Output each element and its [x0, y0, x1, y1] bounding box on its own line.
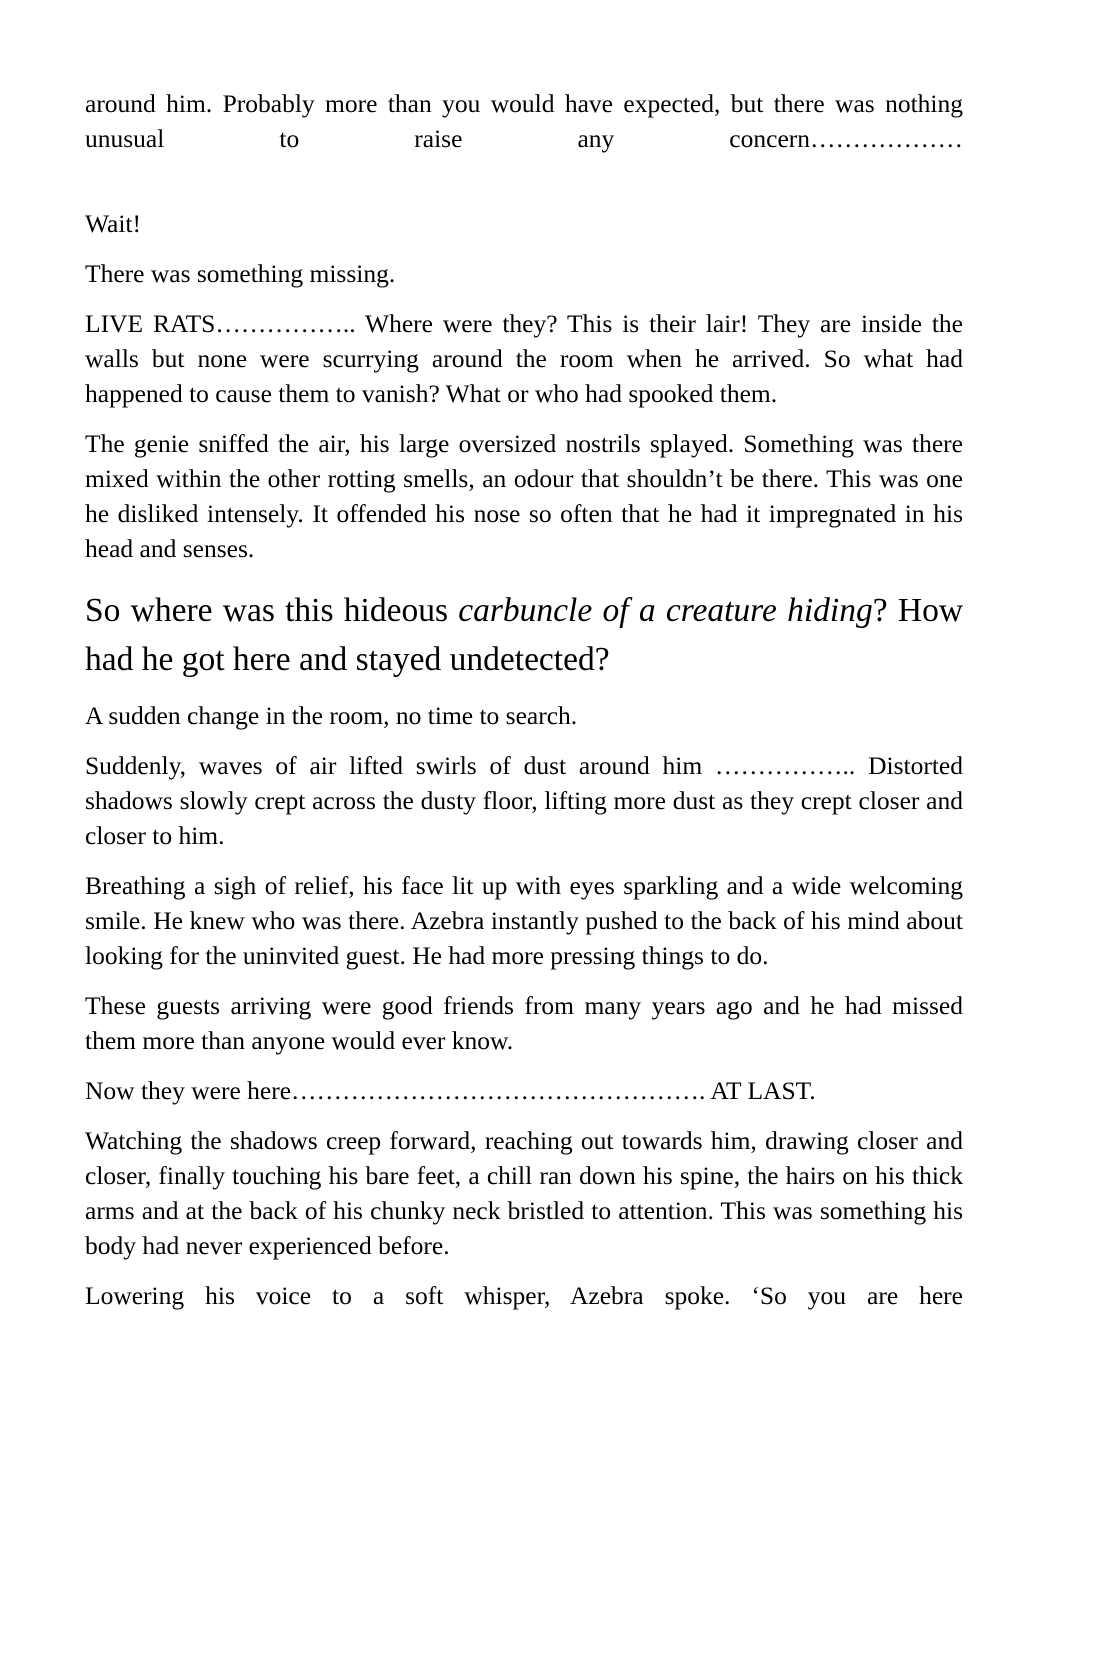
paragraph-live-rats: LIVE RATS…………….. Where were they? This is their lair! They are inside the walls but none were scurrying around the room when he arrived. So what had happened to cause them to vanish? What or who had spooked them.	[85, 309, 963, 408]
paragraph-something-missing: There was something missing.	[85, 259, 396, 288]
paragraph-watching-shadows: Watching the shadows creep forward, reaching out towards him, drawing closer and closer, finally touching his bare feet, a chill ran down his spine, the hairs on his thick arms and at the back of his chunky neck bristled to attention. This was something his body had never experienced before.	[85, 1126, 963, 1260]
paragraph-wait: Wait!	[85, 209, 142, 238]
paragraph-these-guests: These guests arriving were good friends from many years ago and he had missed them more than anyone would ever know.	[85, 991, 963, 1055]
paragraph-suddenly-waves: Suddenly, waves of air lifted swirls of dust around him …………….. Distorted shadows slowly crept across the dusty floor, lifting more dust as they crept closer and closer to him.	[85, 751, 963, 850]
text-column	[85, 86, 963, 1348]
paragraph-around-him: around him. Probably more than you would have expected, but there was nothing unusual to raise any concern………………	[85, 89, 963, 153]
heading-run-3: ? How had he got here and stayed undetected?	[85, 592, 964, 678]
paragraph-sudden-change: A sudden change in the room, no time to search.	[85, 701, 578, 730]
heading-run-1: So where was this hideous	[85, 592, 459, 629]
heading-run-italic: carbuncle of a creature hiding	[458, 592, 873, 629]
section-heading	[85, 586, 963, 684]
paragraph-lowering-voice: Lowering his voice to a soft whisper, Azebra spoke. ‘So you are here	[85, 1281, 963, 1310]
paragraph-breathing-sigh: Breathing a sigh of relief, his face lit up with eyes sparkling and a wide welcoming smile. He knew who was there. Azebra instantly pushed to the back of his mind about looking for the uninvited guest. He had more pressing things to do.	[85, 871, 963, 970]
paragraph-now-they-were-here: Now they were here…………………………………………. AT LAST.	[85, 1076, 816, 1105]
paragraph-genie-sniffed: The genie sniffed the air, his large oversized nostrils splayed. Something was there mixed within the other rotting smells, an odour that shouldn’t be there. This was one he disliked intensely. It offended his nose so often that he had it impregnated in his head and senses.	[85, 429, 963, 563]
